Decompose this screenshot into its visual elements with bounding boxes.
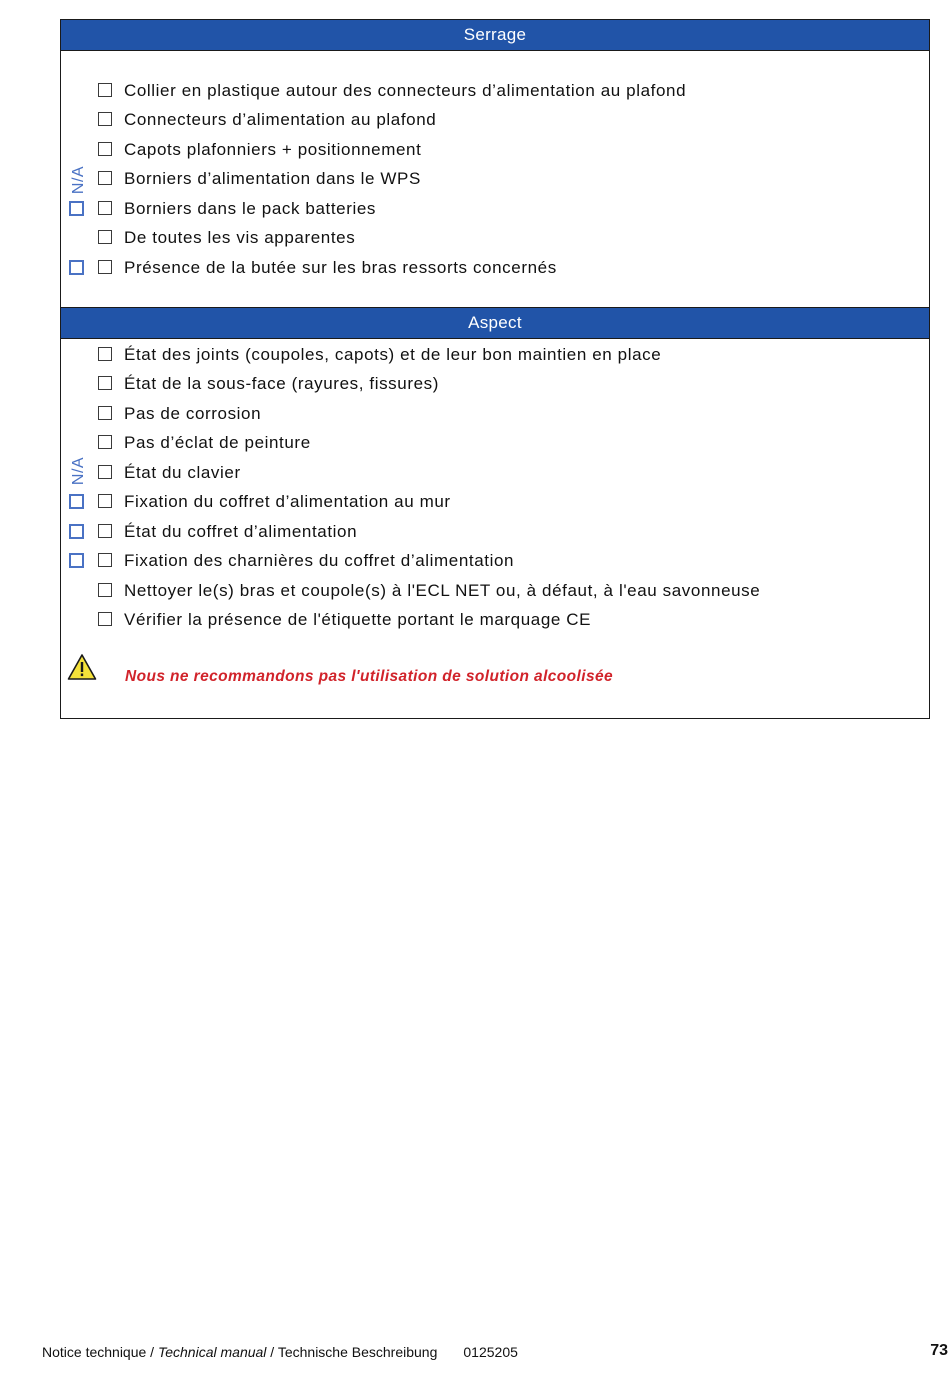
item-label: Pas de corrosion [124,404,262,423]
na-checkbox[interactable] [69,201,84,216]
checkbox[interactable] [98,230,112,244]
item-label: Fixation du coffret d’alimentation au mur [124,492,451,511]
aspect-na-label: N/A [70,456,87,486]
checkbox[interactable] [98,494,112,508]
checkbox[interactable] [98,583,112,597]
checkbox[interactable] [98,347,112,361]
checkbox[interactable] [98,376,112,390]
checklist-item [61,553,921,577]
checkbox[interactable] [98,201,112,215]
footer-en: Technical manual [157,1344,267,1360]
checklist-item [61,230,921,254]
checklist-item [61,435,921,459]
footer-fr: Notice technique / [42,1344,158,1360]
checklist-item [61,583,921,607]
item-label: Borniers dans le pack batteries [124,199,377,218]
checklist-item [61,612,921,636]
checklist-item [61,524,921,548]
checklist-item [61,201,921,225]
checkbox[interactable] [98,553,112,567]
item-label: Présence de la butée sur les bras ressorts concernés [124,258,557,277]
checkbox[interactable] [98,612,112,626]
na-checkbox[interactable] [69,260,84,275]
item-label: De toutes les vis apparentes [124,228,356,247]
checklist-item [61,494,921,518]
item-label: Connecteurs d’alimentation au plafond [124,110,437,129]
checklist-item [61,142,921,166]
warning-triangle-icon [67,653,97,681]
checkbox[interactable] [98,524,112,538]
checklist-item [61,376,921,400]
item-label: Borniers d’alimentation dans le WPS [124,169,421,188]
item-label: État du clavier [124,463,241,482]
serrage-section [60,19,930,308]
footer-de: / Technische Beschreibung [266,1344,438,1360]
checkbox[interactable] [98,171,112,185]
checklist-item [61,406,921,430]
na-checkbox[interactable] [69,553,84,568]
item-label: Collier en plastique autour des connecteurs d’alimentation au plafond [124,81,687,100]
checkbox[interactable] [98,406,112,420]
footer [42,1344,518,1360]
checklist-item [61,465,921,489]
checklist-item [61,347,921,371]
item-label: Capots plafonniers + positionnement [124,140,422,159]
checklist-item [61,83,921,107]
checklist-item [61,112,921,136]
item-label: État de la sous-face (rayures, fissures) [124,374,440,393]
aspect-header: Aspect [61,308,929,339]
item-label: Pas d’éclat de peinture [124,433,311,452]
checkbox[interactable] [98,83,112,97]
item-label: État du coffret d’alimentation [124,522,358,541]
item-label: État des joints (coupoles, capots) et de leur bon maintien en place [124,345,662,364]
na-checkbox[interactable] [69,494,84,509]
na-checkbox[interactable] [69,524,84,539]
checkbox[interactable] [98,260,112,274]
checkbox[interactable] [98,142,112,156]
item-label: Fixation des charnières du coffret d’alimentation [124,551,515,570]
item-label: Vérifier la présence de l'étiquette portant le marquage CE [124,610,592,629]
serrage-na-label: N/A [70,165,87,195]
serrage-header: Serrage [61,20,929,51]
doc-number: 0125205 [463,1344,518,1360]
checkbox[interactable] [98,465,112,479]
checkbox[interactable] [98,435,112,449]
warning-text: Nous ne recommandons pas l'utilisation de solution alcoolisée [125,668,614,685]
checklist-item [61,171,921,195]
checkbox[interactable] [98,112,112,126]
item-label: Nettoyer le(s) bras et coupole(s) à l'ECL NET ou, à défaut, à l'eau savonneuse [124,581,761,600]
checklist-item [61,260,921,284]
page-number: 73 [930,1342,948,1359]
aspect-section [60,307,930,719]
